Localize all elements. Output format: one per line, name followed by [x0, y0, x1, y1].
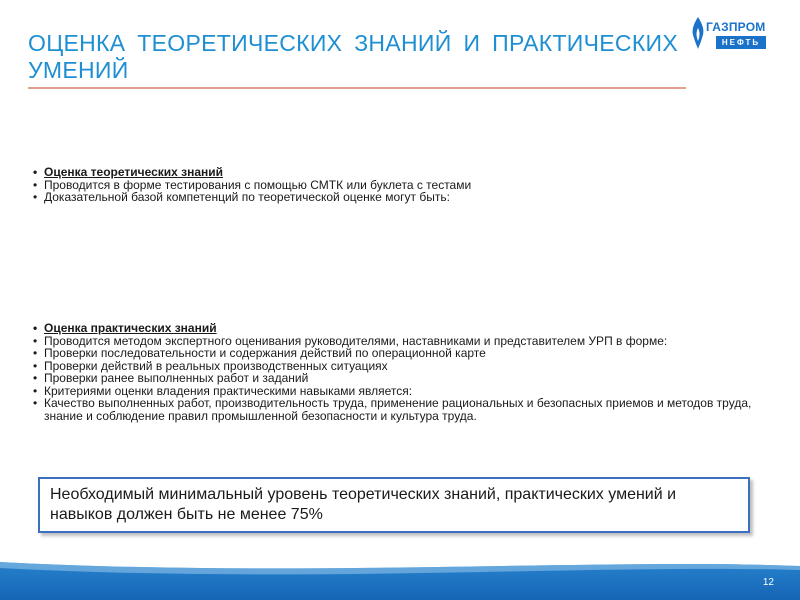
theory-heading: • Оценка теоретических знаний [33, 166, 593, 179]
practice-heading: • Оценка практических знаний [33, 322, 783, 335]
footer-band [0, 556, 800, 600]
list-item: • Проводится в форме тестирования с помощью СМТК или буклета с тестами [33, 179, 593, 192]
footer-wave-decoration [0, 556, 800, 600]
list-item: • Проводится методом экспертного оценивания руководителями, наставниками и представителем УРП в форме: [33, 335, 783, 348]
gazprom-neft-logo [690, 14, 770, 54]
list-item: • Проверки ранее выполненных работ и заданий [33, 372, 783, 385]
practice-section [33, 322, 783, 422]
logo-text-neft: НЕФТЬ [716, 36, 766, 49]
callout-text: Необходимый минимальный уровень теоретических знаний, практических умений и навыков должен быть не менее 75% [50, 486, 677, 523]
theory-section [33, 166, 593, 204]
requirement-callout [38, 477, 750, 533]
list-item: • Качество выполненных работ, производительность труда, применение рациональных и безопасных приемов и методов труда, знание и соблюдение правил промышленной безопасности и культура труда. [33, 397, 783, 422]
list-item: • Проверки действий в реальных производственных ситуациях [33, 360, 783, 373]
page-number: 12 [762, 577, 774, 588]
title-divider [28, 87, 686, 89]
slide-title: ОЦЕНКА ТЕОРЕТИЧЕСКИХ ЗНАНИЙ И ПРАКТИЧЕСКИХ УМЕНИЙ [28, 30, 678, 83]
list-item: • Проверки последовательности и содержания действий по операционной карте [33, 347, 783, 360]
flame-icon [690, 16, 706, 50]
list-item: • Доказательной базой компетенций по теоретической оценке могут быть: [33, 191, 593, 204]
list-item: • Критериями оценки владения практическими навыками является: [33, 385, 783, 398]
logo-text-gazprom: ГАЗПРОМ [706, 20, 766, 34]
